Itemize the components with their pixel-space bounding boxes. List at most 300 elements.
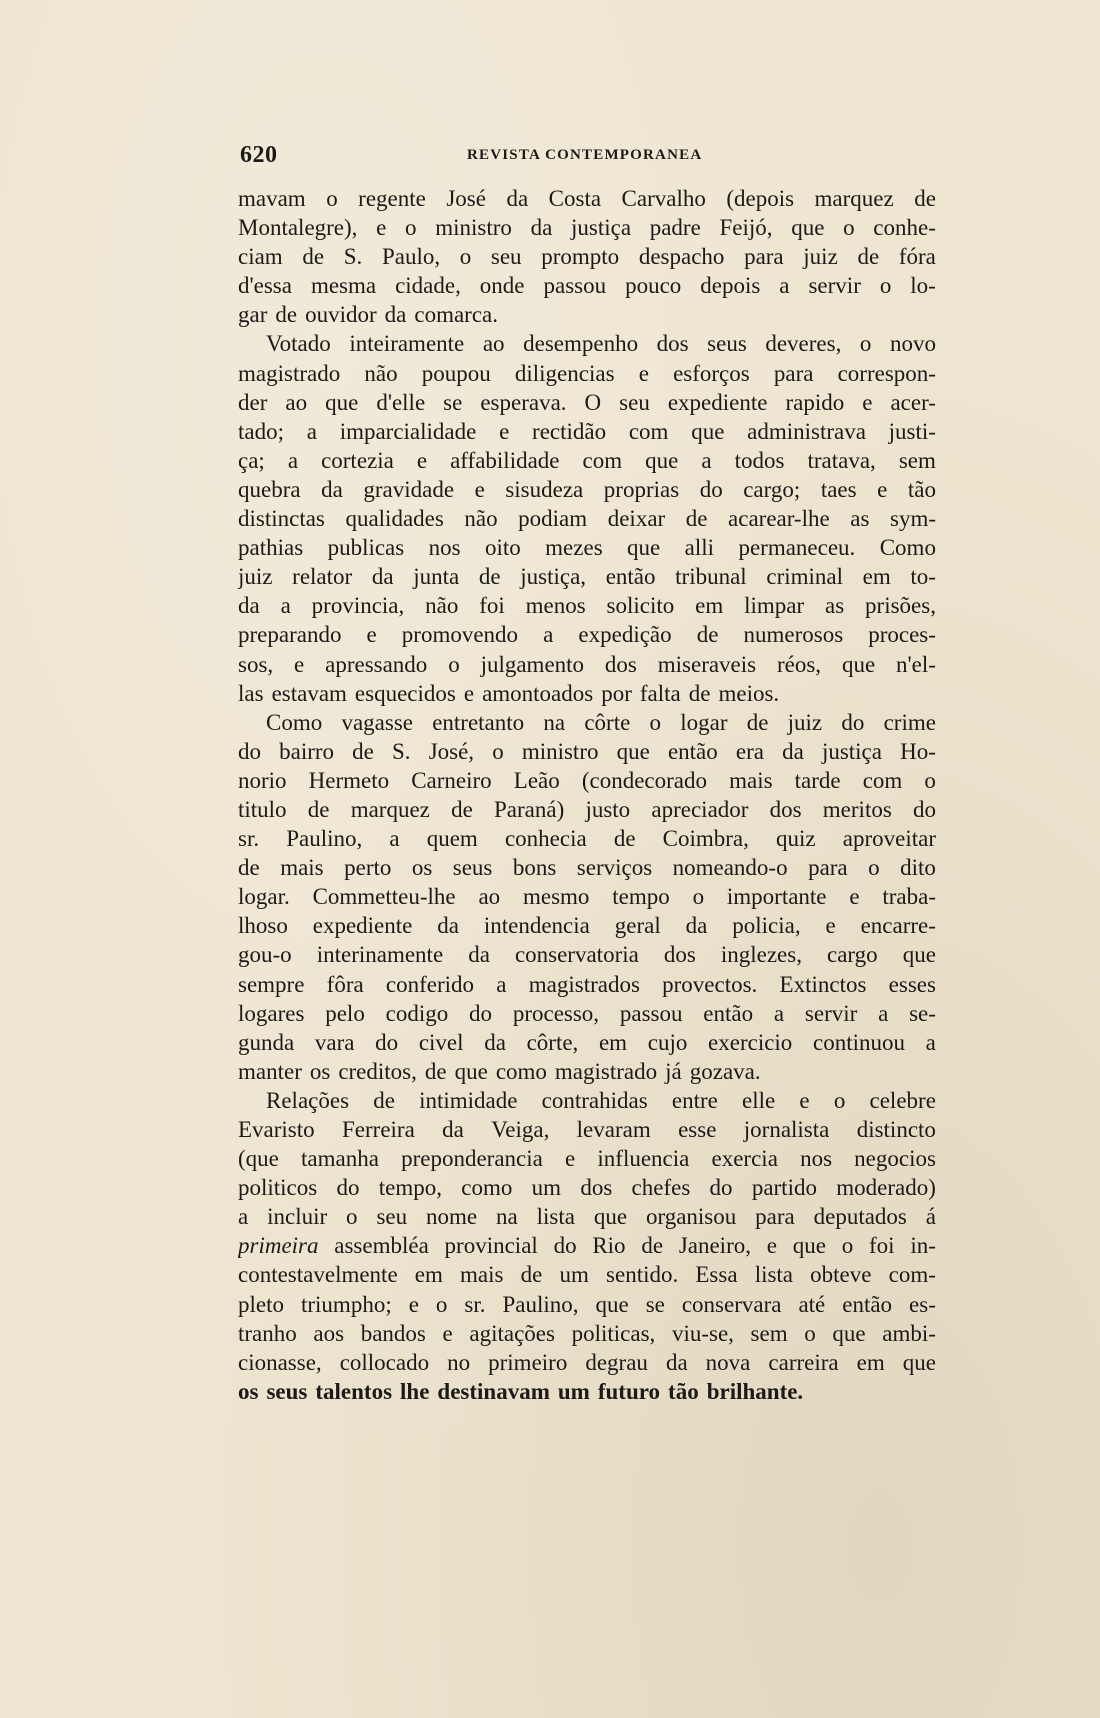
text-line (238, 300, 936, 329)
word: Ferreira (342, 1117, 415, 1142)
text-line (238, 1377, 936, 1406)
word: mais (280, 855, 324, 881)
word: em (862, 564, 891, 590)
word: do (553, 1233, 577, 1259)
word: o (868, 855, 880, 881)
word: em (856, 1349, 885, 1375)
word: que (792, 1233, 826, 1259)
word: limpar (744, 593, 805, 619)
word: onde (479, 273, 525, 299)
word: alli (684, 535, 715, 561)
word: da (437, 913, 459, 939)
word: cidade, (395, 273, 461, 299)
word: Coimbra, (662, 826, 749, 852)
word: e (877, 476, 888, 502)
word: de (373, 1087, 395, 1113)
word: depois (700, 273, 761, 299)
word: meios. (718, 680, 780, 706)
word: exercicio (708, 1029, 793, 1055)
word: esses (888, 971, 936, 997)
word: intimidade (419, 1087, 518, 1113)
word: to- (910, 564, 936, 590)
word: lo- (910, 273, 936, 299)
text-line (238, 940, 936, 969)
word: logares (238, 1000, 305, 1026)
text-line (238, 1057, 936, 1086)
text-line (238, 1319, 936, 1348)
word: sr. (464, 1291, 486, 1317)
word: da (238, 593, 260, 619)
word: no (447, 1349, 471, 1375)
word: codigo (385, 1000, 449, 1026)
word: chefes (631, 1175, 691, 1201)
word: logar. (238, 884, 290, 910)
word: ciam (238, 244, 283, 270)
word: ouvidor (305, 302, 377, 328)
word: passou (543, 273, 607, 299)
word: tranho (238, 1320, 297, 1346)
word: que (595, 1291, 629, 1317)
word: esquecidos (354, 680, 456, 706)
word: todos (734, 447, 785, 473)
word: inglezes, (720, 942, 802, 968)
word: partido (751, 1175, 817, 1201)
word: meritos (822, 796, 892, 822)
word: sentido. (606, 1262, 679, 1288)
word: cargo; (743, 476, 801, 502)
word: viu-se, (671, 1320, 734, 1346)
text-line (238, 562, 936, 591)
word: gou-o (238, 942, 292, 968)
word: Feijó, (719, 215, 773, 241)
word: com (582, 447, 623, 473)
text-line (238, 795, 936, 824)
word: para (773, 360, 814, 386)
word: se (443, 389, 463, 415)
word: gravidade (363, 476, 455, 502)
word: lista (754, 1262, 794, 1288)
word: es- (909, 1291, 936, 1317)
word: pouco (625, 273, 682, 299)
word: comarca. (414, 302, 499, 328)
word: menos (525, 593, 586, 619)
word: não (464, 506, 498, 532)
word: deixar (607, 506, 666, 532)
word: que (627, 535, 661, 561)
word: civel (418, 1029, 464, 1055)
word: brilhante. (706, 1378, 804, 1404)
word: e (862, 389, 873, 415)
word: Paulino, (286, 826, 363, 852)
word: contestavelmente (238, 1262, 398, 1288)
word: perto (344, 855, 392, 881)
word: do (841, 709, 865, 735)
word: e (408, 1291, 419, 1317)
word: rapido (785, 389, 845, 415)
word: justi- (888, 418, 936, 444)
word: da (442, 1117, 464, 1142)
word: cortezia (321, 447, 394, 473)
word: da (782, 738, 804, 764)
word: as (850, 506, 870, 532)
text-line (238, 591, 936, 620)
word: Paraná) (494, 796, 565, 822)
word: e (638, 360, 649, 386)
word: que (902, 942, 936, 968)
word: sym- (890, 506, 936, 532)
word: (depois (726, 186, 795, 211)
text-line (238, 329, 936, 358)
word: entretanto (432, 709, 525, 735)
word: deputados (813, 1204, 907, 1230)
word: tratava, (807, 447, 876, 473)
word: entre (671, 1087, 718, 1113)
word: Janeiro, (678, 1233, 751, 1259)
word: dos (769, 796, 802, 822)
word: o (804, 1320, 816, 1346)
text-line (238, 620, 936, 649)
word: influencia (597, 1146, 690, 1172)
word: o (841, 1233, 854, 1259)
word: geral (614, 913, 661, 939)
word: distinctas (238, 506, 325, 532)
word: de (302, 244, 325, 270)
word: ao (285, 389, 308, 415)
word: de (914, 186, 936, 211)
word: expedição (578, 622, 672, 648)
word: que (791, 215, 825, 241)
word: imparcialidade (339, 418, 477, 444)
word: para (744, 244, 784, 270)
word: ça; (238, 447, 265, 473)
word: de (352, 738, 374, 764)
word: (que (238, 1146, 279, 1172)
word: Carvalho (621, 186, 706, 211)
text-line (238, 1260, 936, 1289)
word: e (499, 418, 510, 444)
word: in- (910, 1233, 936, 1259)
word: traba- (882, 884, 936, 910)
word: sempre (238, 971, 305, 997)
text-line (238, 679, 936, 708)
word: mesmo (522, 884, 590, 910)
word: despacho (638, 244, 725, 270)
word: que (691, 418, 725, 444)
word: encarre- (860, 913, 936, 939)
word: bairro (279, 738, 335, 764)
word: magistrado (238, 360, 341, 386)
text-line (238, 504, 936, 533)
word: regente (358, 186, 426, 211)
word: tão (907, 476, 936, 502)
text-line (238, 271, 936, 300)
page-header (240, 142, 940, 172)
word: levaram (576, 1117, 651, 1142)
word: conferido (385, 971, 475, 997)
word: aproveitar (842, 826, 936, 852)
word: como (495, 1058, 547, 1084)
word: junta (413, 564, 460, 590)
text-line (238, 999, 936, 1028)
word: tempo, (378, 1175, 443, 1201)
word: sr. (238, 826, 260, 852)
word: quebra (238, 476, 301, 502)
word: o (405, 215, 417, 241)
word: lhe (400, 1378, 430, 1404)
word: juiz (803, 244, 838, 270)
word: apreciador (651, 796, 749, 822)
word: e (565, 1146, 576, 1172)
word: primeiro (488, 1349, 568, 1375)
word: de (238, 855, 260, 881)
word: organisou (645, 1204, 737, 1230)
word: prompto (541, 244, 620, 270)
word: para (808, 855, 848, 881)
word: servir (804, 1000, 858, 1026)
word: promovendo (401, 622, 519, 648)
word: de (307, 796, 330, 822)
word: e (849, 884, 860, 910)
word: der (238, 389, 268, 415)
word: n'el- (896, 651, 936, 677)
word: os (411, 855, 433, 881)
word: rectidão (532, 418, 607, 444)
word: ao (482, 331, 505, 357)
word: que (902, 1349, 936, 1375)
word: tão (668, 1378, 699, 1404)
word: o (692, 884, 705, 910)
word: O (584, 389, 602, 415)
word: primeira (238, 1233, 319, 1259)
text-line (238, 853, 936, 882)
word: o (649, 709, 662, 735)
word: policia, (732, 913, 801, 939)
word: como (461, 1175, 513, 1201)
word: tempo (612, 884, 670, 910)
word: apressando (325, 651, 428, 677)
word: cargo (826, 942, 878, 968)
word: seu (376, 1204, 408, 1230)
word: correspon- (837, 360, 936, 386)
word: d'elle (376, 389, 426, 415)
word: o (326, 186, 338, 211)
word: na (543, 709, 566, 735)
word: foi (868, 1233, 895, 1259)
text-line (238, 475, 936, 504)
word: o (924, 767, 936, 793)
word: que (841, 651, 876, 677)
word: servir (808, 273, 861, 299)
word: norio (238, 767, 287, 793)
word: dito (900, 855, 936, 881)
word: Commetteu-lhe (312, 884, 456, 910)
word: fôra (326, 971, 364, 997)
word: até (798, 1291, 826, 1317)
word: incluir (267, 1204, 328, 1230)
word: falta (639, 680, 681, 706)
word: seu (490, 244, 522, 270)
word: distincto (856, 1117, 936, 1142)
word: titulo (238, 796, 287, 822)
word: tado; (238, 418, 284, 444)
word: S. (343, 244, 363, 270)
text-line (238, 417, 936, 446)
word: intendencia (483, 913, 590, 939)
word: e (442, 1320, 453, 1346)
word: gozava. (689, 1058, 761, 1084)
word: nos (428, 535, 461, 561)
word: gar (238, 302, 268, 328)
word: proprias (603, 476, 680, 502)
word: dos (656, 331, 689, 357)
word: pleto (238, 1291, 284, 1317)
word: para (755, 1204, 795, 1230)
word: permaneceu. (738, 535, 856, 561)
word: politicos (238, 1175, 318, 1201)
word: julgamento (480, 651, 585, 677)
word: contrahidas (541, 1087, 648, 1113)
word: Como (266, 709, 323, 735)
word: que (645, 447, 679, 473)
word: prisões, (865, 593, 936, 619)
word: da (665, 1349, 688, 1375)
word: provincia, (311, 593, 405, 619)
word: affabilidade (450, 447, 560, 473)
word: logar (680, 709, 728, 735)
word: não (425, 593, 459, 619)
word: de (613, 826, 636, 852)
word: um (531, 1175, 562, 1201)
word: e (799, 1087, 810, 1113)
word: nova (705, 1349, 751, 1375)
word: Como (879, 535, 936, 561)
text-line (238, 213, 936, 242)
word: mesma (310, 273, 377, 299)
word: e (376, 215, 387, 241)
text-line (238, 388, 936, 417)
word: Costa (548, 186, 602, 211)
word: de (641, 1233, 664, 1259)
word: e (463, 680, 475, 706)
word: sos, (238, 651, 274, 677)
text-line (238, 1173, 936, 1202)
word: Relações (266, 1087, 350, 1113)
word: e (294, 651, 305, 677)
word: Hermeto (308, 767, 390, 793)
text-line (238, 1202, 936, 1231)
word: então (703, 1000, 754, 1026)
running-title: REVISTA CONTEMPORANEA (467, 147, 703, 163)
word: a (280, 593, 291, 619)
word: d'essa (238, 273, 292, 299)
word: triumpho; (300, 1291, 392, 1317)
word: o (448, 651, 460, 677)
word: pelo (325, 1000, 365, 1026)
word: nomeando-o (672, 855, 788, 881)
word: com (628, 418, 669, 444)
word: a (389, 826, 400, 852)
word: Rio (592, 1233, 626, 1259)
word: proces- (868, 622, 936, 648)
word: seu (619, 389, 650, 415)
word: degrau (585, 1349, 648, 1375)
word: S. (392, 738, 411, 764)
word: da (371, 564, 394, 590)
word: serviços (576, 855, 653, 881)
text-line (238, 824, 936, 853)
word: moderado) (836, 1175, 936, 1201)
word: a (306, 418, 317, 444)
word: do (375, 1029, 399, 1055)
word: que (616, 738, 650, 764)
word: gunda (238, 1029, 295, 1055)
word: a (925, 1029, 936, 1055)
word: taes (820, 476, 857, 502)
text-line (238, 533, 936, 562)
word: manter (238, 1058, 302, 1084)
word: que (593, 1204, 628, 1230)
word: e (766, 1233, 777, 1259)
word: conhecia (504, 826, 587, 852)
word: Evaristo (238, 1117, 315, 1142)
word: então (842, 1291, 893, 1317)
word: vagasse (341, 709, 413, 735)
word: Extinctos (779, 971, 867, 997)
word: mais (729, 767, 773, 793)
text-line (238, 1115, 936, 1144)
word: Paulino, (502, 1291, 579, 1317)
word: tamanha (301, 1146, 379, 1172)
word: de (696, 622, 719, 648)
word: dos (604, 651, 637, 677)
word: Votado (266, 331, 331, 357)
word: o (459, 244, 472, 270)
word: interinamente (316, 942, 444, 968)
text-line (238, 1028, 936, 1057)
word: com- (888, 1262, 936, 1288)
word: nos (800, 1146, 833, 1172)
word: esperava. (480, 389, 567, 415)
word: o (859, 331, 872, 357)
text-line (238, 242, 936, 271)
word: de (451, 796, 473, 822)
word: a (701, 447, 712, 473)
word: qualidades (345, 506, 444, 532)
word: Montalegre), (238, 215, 358, 241)
word: sisudeza (505, 476, 584, 502)
word: lista (536, 1204, 575, 1230)
word: da (321, 476, 343, 502)
word: e (416, 447, 428, 473)
word: mais (460, 1262, 504, 1288)
word: provincial (444, 1233, 538, 1259)
word: do (709, 1175, 733, 1201)
word: celebre (869, 1087, 936, 1113)
word: politicas, (571, 1320, 656, 1346)
word: Paulo, (381, 244, 441, 270)
word: (condecorado (581, 767, 707, 793)
text-line (238, 708, 936, 737)
word: marquez (350, 796, 430, 822)
word: lhoso (238, 913, 288, 939)
word: de (688, 680, 711, 706)
text-line (238, 650, 936, 679)
word: fóra (898, 244, 936, 270)
word: do (238, 738, 261, 764)
word: em (695, 593, 724, 619)
word: então (605, 564, 656, 590)
word: estavam (271, 680, 347, 706)
